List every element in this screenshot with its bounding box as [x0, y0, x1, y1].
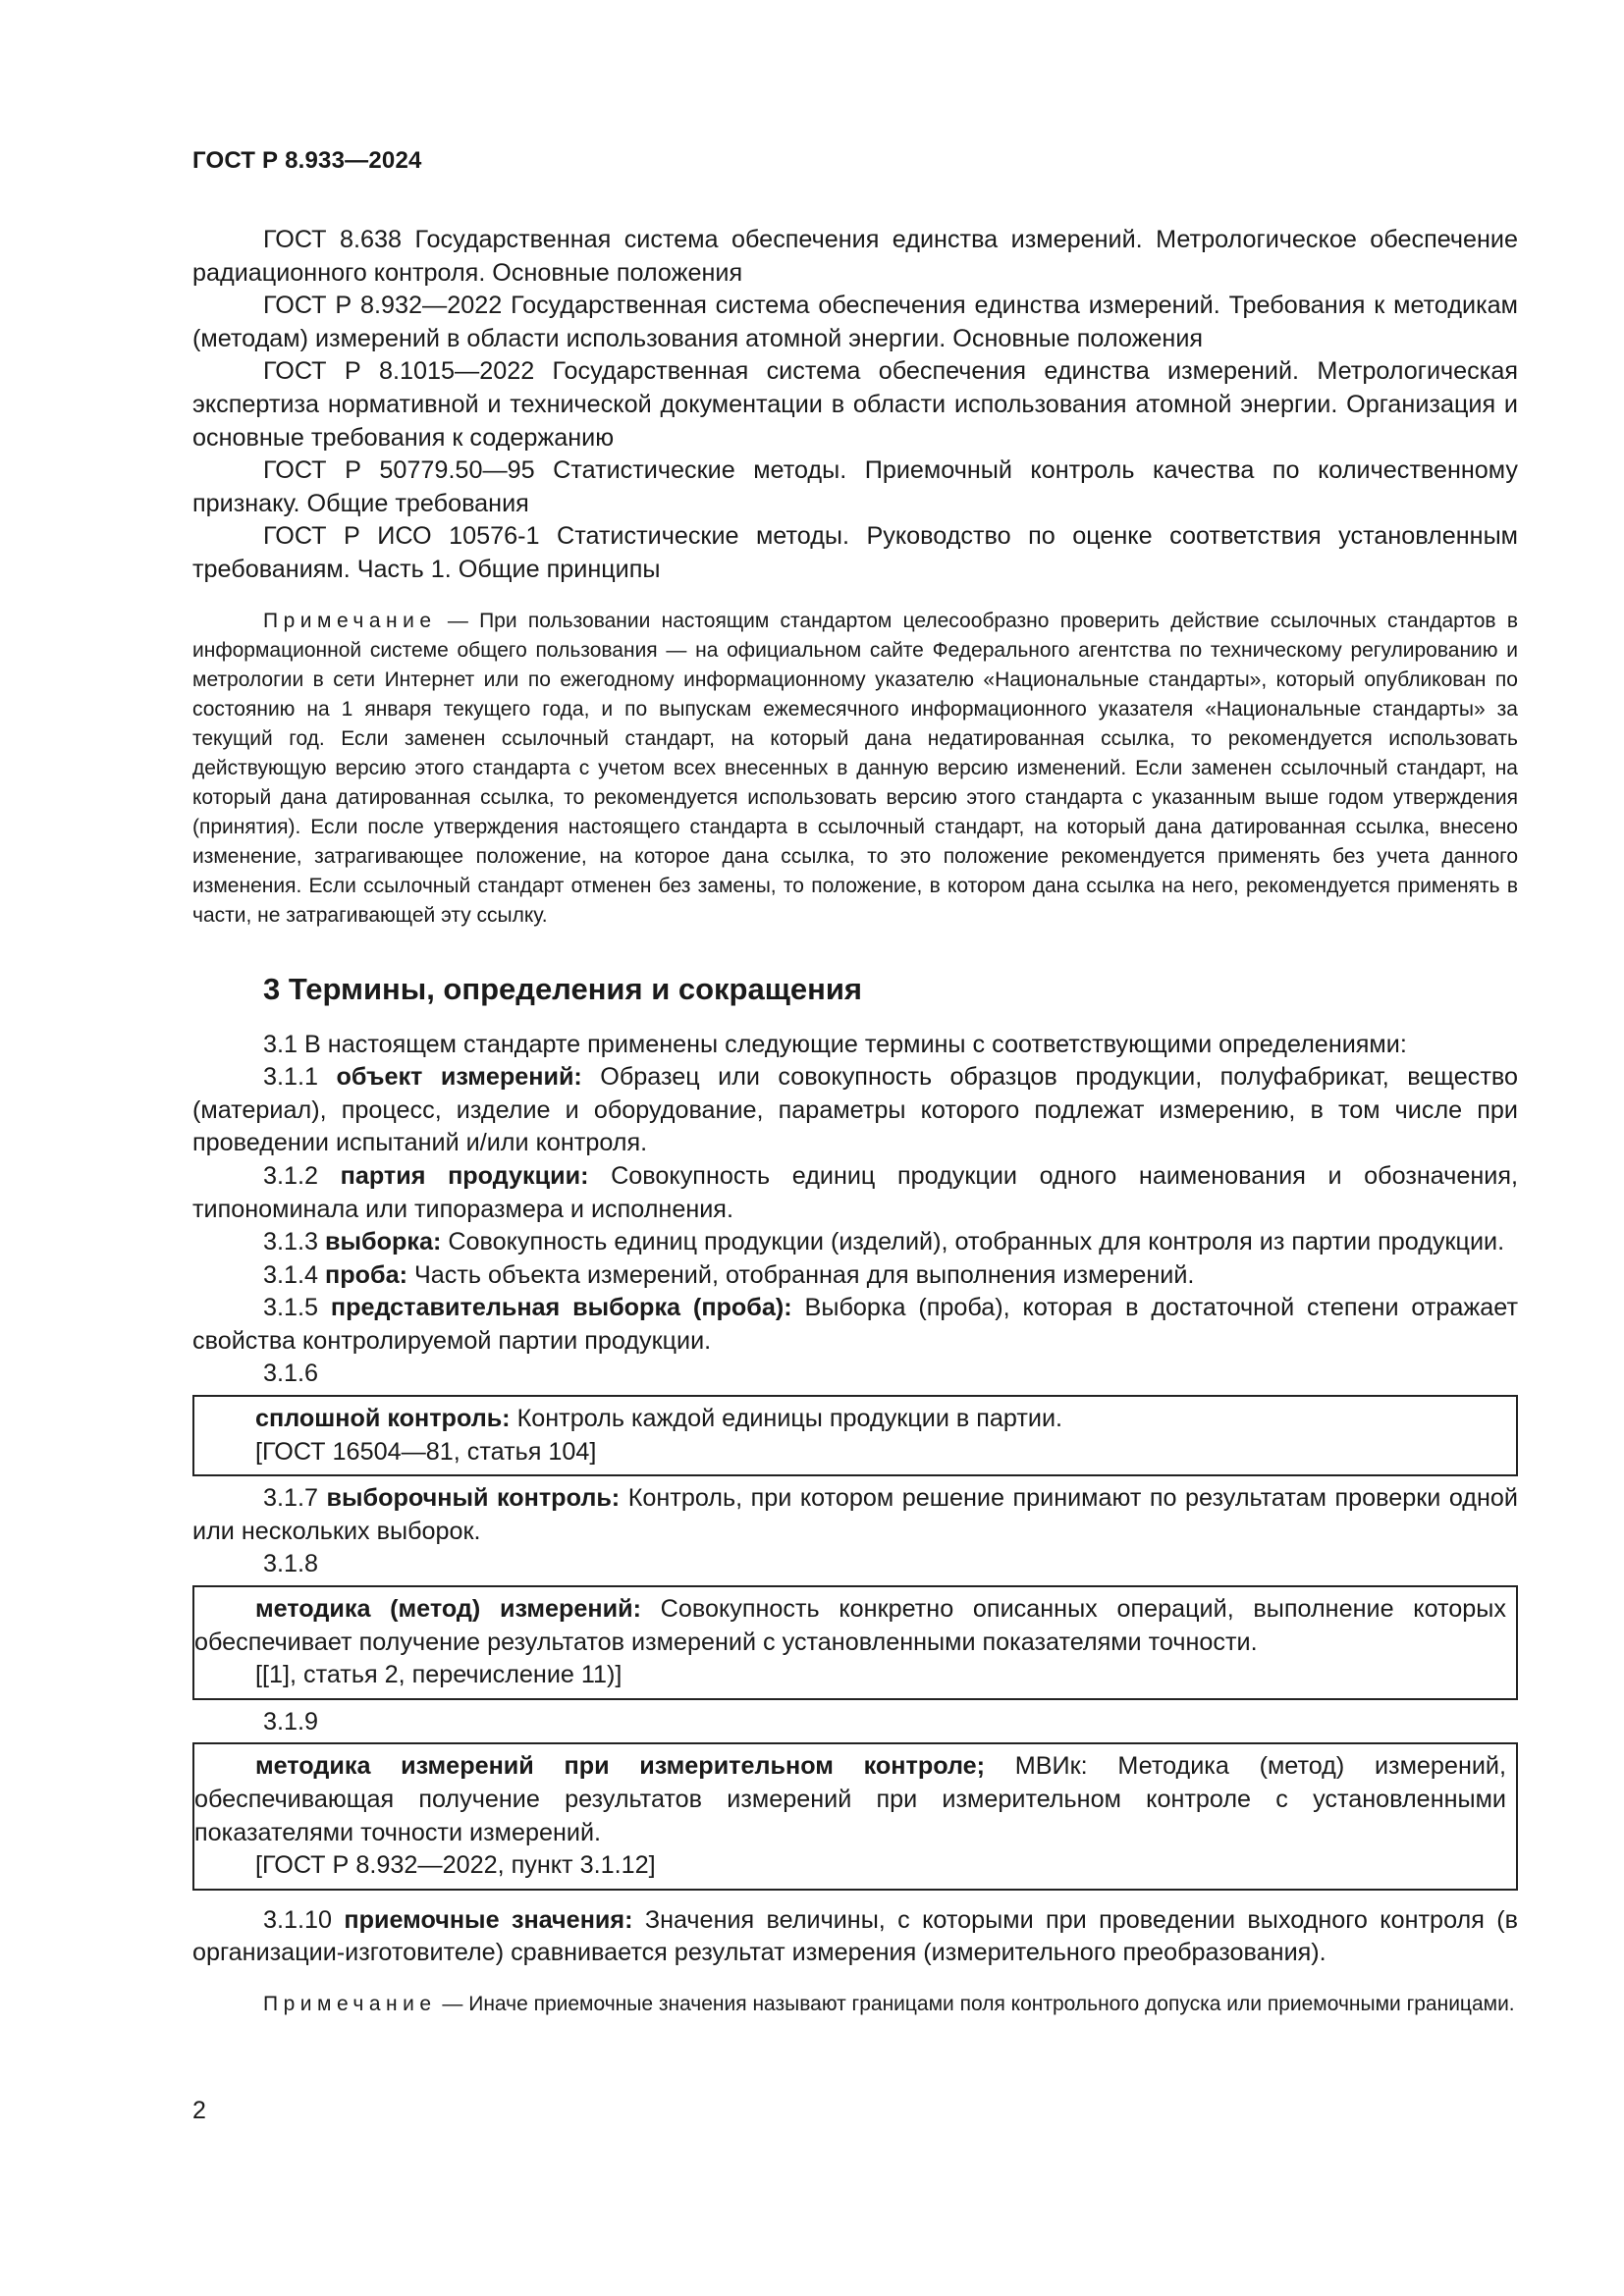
note-label: Примечание [263, 1992, 437, 2015]
term-3-1-6-box [192, 1395, 1518, 1476]
term-definition: Совокупность единиц продукции (изделий), отобранных для контроля из партии продукции. [441, 1228, 1505, 1256]
term-3-1-10 [192, 1904, 1518, 1970]
term-3-1-9-box [192, 1742, 1518, 1890]
term-3-1-4 [192, 1259, 1518, 1293]
term-number: 3.1.3 [263, 1228, 326, 1256]
term-3-1-8 [194, 1593, 1506, 1659]
reference-gost-r-50779-50: ГОСТ Р 50779.50—95 Статистические методы. Приемочный контроль качества по количественному признаку. Общие требования [192, 456, 1518, 517]
term-3-1-8-number: 3.1.8 [263, 1550, 319, 1578]
term-name: объект измерений: [336, 1063, 582, 1092]
document-id-header: ГОСТ Р 8.933—2024 [192, 147, 422, 174]
note-acceptance-values [192, 1990, 1518, 2019]
term-definition: Контроль каждой единицы продукции в партии. [510, 1405, 1063, 1433]
page-number: 2 [192, 2097, 206, 2124]
term-definition: Совокупность конкретно описанных операций, выполнение которых обеспечивает получение результатов измерений с установленными показателями точности. [194, 1595, 1506, 1656]
term-source: [ГОСТ Р 8.932—2022, пункт 3.1.12] [255, 1851, 656, 1880]
term-name: выборочный контроль: [326, 1484, 621, 1513]
term-definition: Образец или совокупность образцов продукции, полуфабрикат, вещество (материал), процесс, изделие и оборудование, параметры которого подлежат измерению, в том числе при проведении испытаний и/или контроля. [192, 1063, 1518, 1157]
term-definition: Контроль, при котором решение принимают по результатам проверки одной или нескольких выборок. [192, 1484, 1518, 1545]
note-text: — Иначе приемочные значения называют границами поля контрольного допуска или приемочными границами. [436, 1992, 1515, 2015]
term-number: 3.1.7 [263, 1484, 327, 1513]
term-definition: Значения величины, с которыми при проведении выходного контроля (в организации-изготовителе) сравнивается результат измерения (измерительного преобразования). [192, 1905, 1518, 1967]
term-source: [ГОСТ 16504—81, статья 104] [255, 1437, 597, 1466]
reference-gost-r-8-1015: ГОСТ Р 8.1015—2022 Государственная система обеспечения единства измерений. Метрологическая экспертиза нормативной и технической документации в области использования атомной энергии. Организация и основные требования к содержанию [192, 357, 1518, 452]
term-number: 3.1.10 [263, 1905, 345, 1934]
page-content [192, 224, 1518, 2019]
term-definition: Совокупность единиц продукции одного наименования и обозначения, типономинала или типоразмера и исполнения. [192, 1161, 1518, 1223]
term-name: проба: [325, 1260, 407, 1289]
term-name: методика (метод) измерений: [255, 1595, 641, 1624]
term-3-1-6-number: 3.1.6 [263, 1360, 319, 1388]
term-3-1-9-number: 3.1.9 [263, 1707, 319, 1735]
term-number: 3.1.2 [263, 1161, 341, 1190]
reference-gost-8-638: ГОСТ 8.638 Государственная система обеспечения единства измерений. Метрологическое обеспечение радиационного контроля. Основные положения [192, 226, 1518, 287]
reference-gost-r-8-932: ГОСТ Р 8.932—2022 Государственная система обеспечения единства измерений. Требования к методикам (методам) измерений в области использования атомной энергии. Основные положения [192, 292, 1518, 352]
section-intro: 3.1 В настоящем стандарте применены следующие термины с соответствующими определениями: [263, 1030, 1407, 1058]
term-definition: МВИк: Методика (метод) измерений, обеспечивающая получение результатов измерений при измерительном контроле с установленными показателями точности измерений. [194, 1752, 1506, 1846]
term-3-1-9 [194, 1750, 1506, 1849]
term-name: партия продукции: [340, 1161, 589, 1190]
note-references [192, 607, 1518, 931]
term-3-1-6 [194, 1403, 1506, 1436]
term-name: сплошной контроль: [255, 1405, 511, 1433]
term-number: 3.1.4 [263, 1260, 326, 1289]
term-3-1-7 [192, 1482, 1518, 1548]
term-number: 3.1.1 [263, 1063, 337, 1092]
term-definition: Часть объекта измерений, отобранная для выполнения измерений. [406, 1260, 1195, 1289]
section-title: 3 Термины, определения и сокращения [263, 971, 862, 1006]
note-text: — При пользовании настоящим стандартом целесообразно проверить действие ссылочных стандартов в информационной системе общего пользования — на официальном сайте Федерального агентства по техническому регулированию и метрологии в сети Интернет или по ежегодному информационному указателю «Национальные стандарты», который опубликован по состоянию на 1 января текущего года, и по выпускам ежемесячного информационного указателя «Национальные стандарты» за текущий год. Если заменен ссылочный стандарт, на который дана недатированная ссылка, то рекомендуется использовать действующую версию этого стандарта с учетом всех внесенных в данную версию изменений. Если заменен ссылочный стандарт, на который дана датированная ссылка, то рекомендуется использовать версию этого стандарта с указанным выше годом утверждения (принятия). Если после утверждения настоящего стандарта в ссылочный стандарт, на который дана датированная ссылка, внесено изменение, затрагивающее положение, на которое дана ссылка, то это положение рекомендуется применять без учета данного изменения. Если ссылочный стандарт отменен без замены, то положение, в котором дана ссылка на него, рекомендуется применять в части, не затрагивающей эту ссылку. [192, 609, 1518, 927]
term-3-1-3 [192, 1226, 1518, 1259]
term-definition: Выборка (проба), которая в достаточной степени отражает свойства контролируемой партии продукции. [192, 1294, 1518, 1355]
term-3-1-2 [192, 1160, 1518, 1226]
term-name: приемочные значения: [344, 1905, 633, 1934]
reference-gost-r-iso-10576-1: ГОСТ Р ИСО 10576-1 Статистические методы. Руководство по оценке соответствия установленным требованиям. Часть 1. Общие принципы [192, 522, 1518, 583]
note-label: Примечание [263, 609, 437, 632]
term-3-1-8-box [192, 1585, 1518, 1700]
term-source: [[1], статья 2, перечисление 11)] [255, 1661, 623, 1689]
term-name: выборка: [325, 1228, 442, 1256]
term-number: 3.1.5 [263, 1294, 331, 1322]
term-name: представительная выборка (проба): [330, 1294, 792, 1322]
term-3-1-5 [192, 1292, 1518, 1358]
term-name: методика измерений при измерительном контроле; [255, 1752, 986, 1781]
term-3-1-1 [192, 1061, 1518, 1160]
